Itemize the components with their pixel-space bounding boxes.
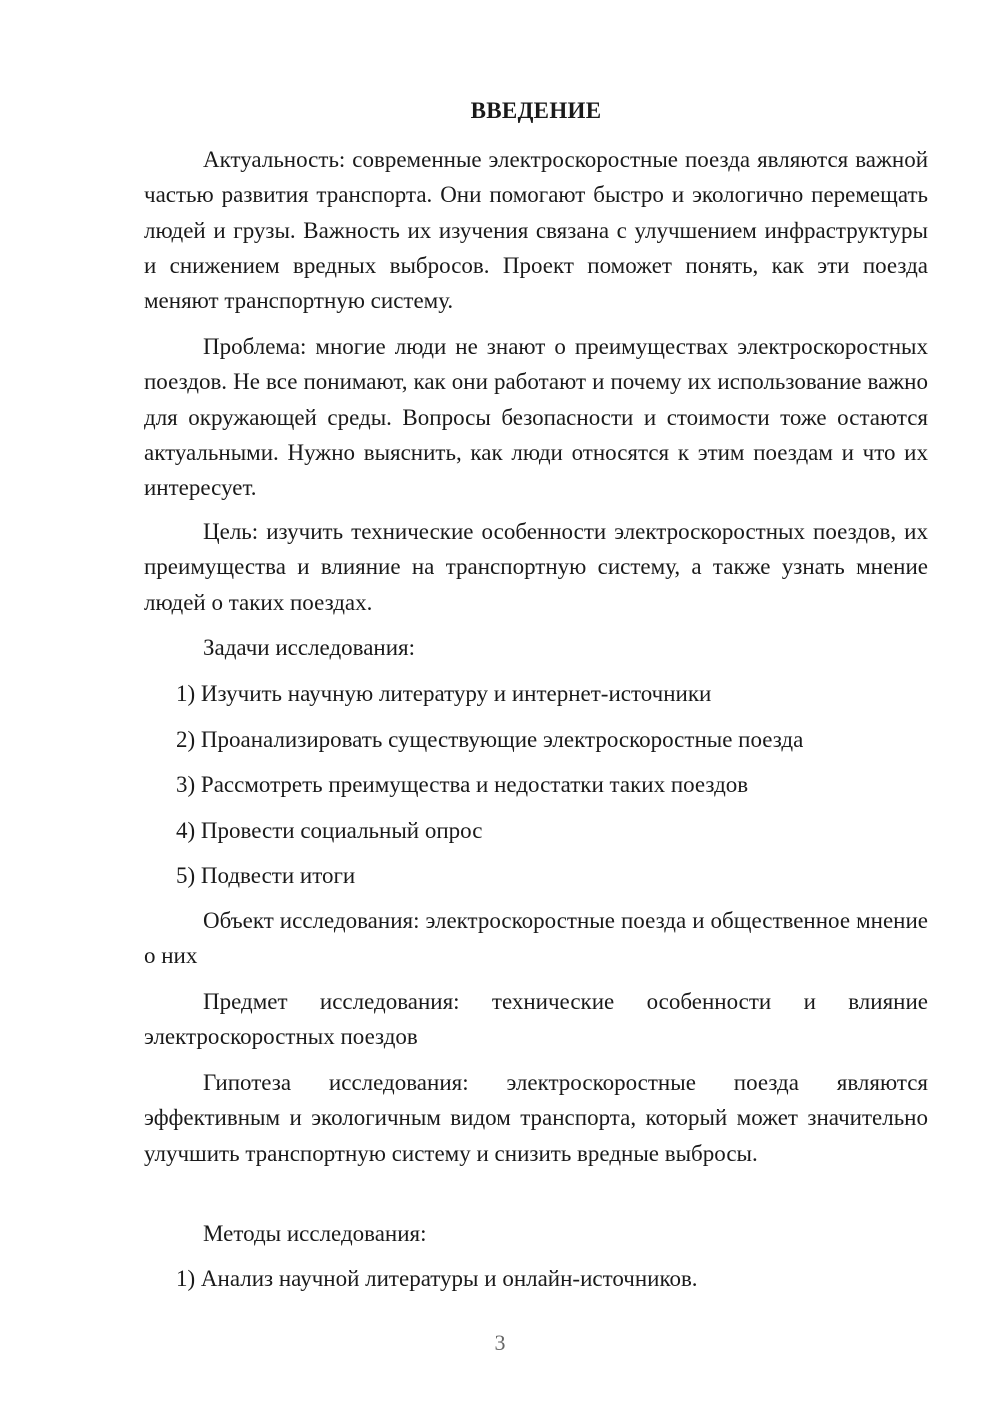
task-item: 1) Изучить научную литературу и интернет-источники: [176, 681, 712, 706]
task-item: 2) Проанализировать существующие электроскоростные поезда: [176, 727, 804, 752]
goal-paragraph: Цель: изучить технические особенности электроскоростных поездов, их преимущества и влияние на транспортную систему, а также узнать мнение людей о таких поездах.: [144, 519, 928, 615]
object-paragraph: Объект исследования: электроскоростные поезда и общественное мнение о них: [144, 908, 928, 969]
page-title: ВВЕДЕНИЕ: [470, 98, 602, 123]
method-item: 1) Анализ научной литературы и онлайн-источников.: [176, 1266, 698, 1291]
subject-paragraph: Предмет исследования: технические особенности и влияние электроскоростных поездов: [144, 989, 928, 1050]
relevance-paragraph: Актуальность: современные электроскоростные поезда являются важной частью развития транспорта. Они помогают быстро и экологично перемещать людей и грузы. Важность их изучения связана с улучшением инфраструктуры и снижением вредных выбросов. Проект поможет понять, как эти поезда меняют транспортную систему.: [144, 147, 928, 314]
methods-heading: Методы исследования:: [203, 1221, 427, 1246]
task-item: 4) Провести социальный опрос: [176, 818, 483, 843]
tasks-heading: Задачи исследования:: [203, 635, 416, 660]
task-item: 3) Рассмотреть преимущества и недостатки таких поездов: [176, 772, 749, 797]
task-item: 5) Подвести итоги: [176, 863, 356, 888]
problem-paragraph: Проблема: многие люди не знают о преимуществах электроскоростных поездов. Не все понимают, как они работают и почему их использование важно для окружающей среды. Вопросы безопасности и стоимости тоже остаются актуальными. Нужно выяснить, как люди относятся к этим поездам и что их интересует.: [144, 334, 928, 501]
hypothesis-paragraph: Гипотеза исследования: электроскоростные поезда являются эффективным и экологичным видом транспорта, который может значительно улучшить транспортную систему и снизить вредные выбросы.: [144, 1070, 928, 1166]
page-number: 3: [494, 1330, 506, 1355]
